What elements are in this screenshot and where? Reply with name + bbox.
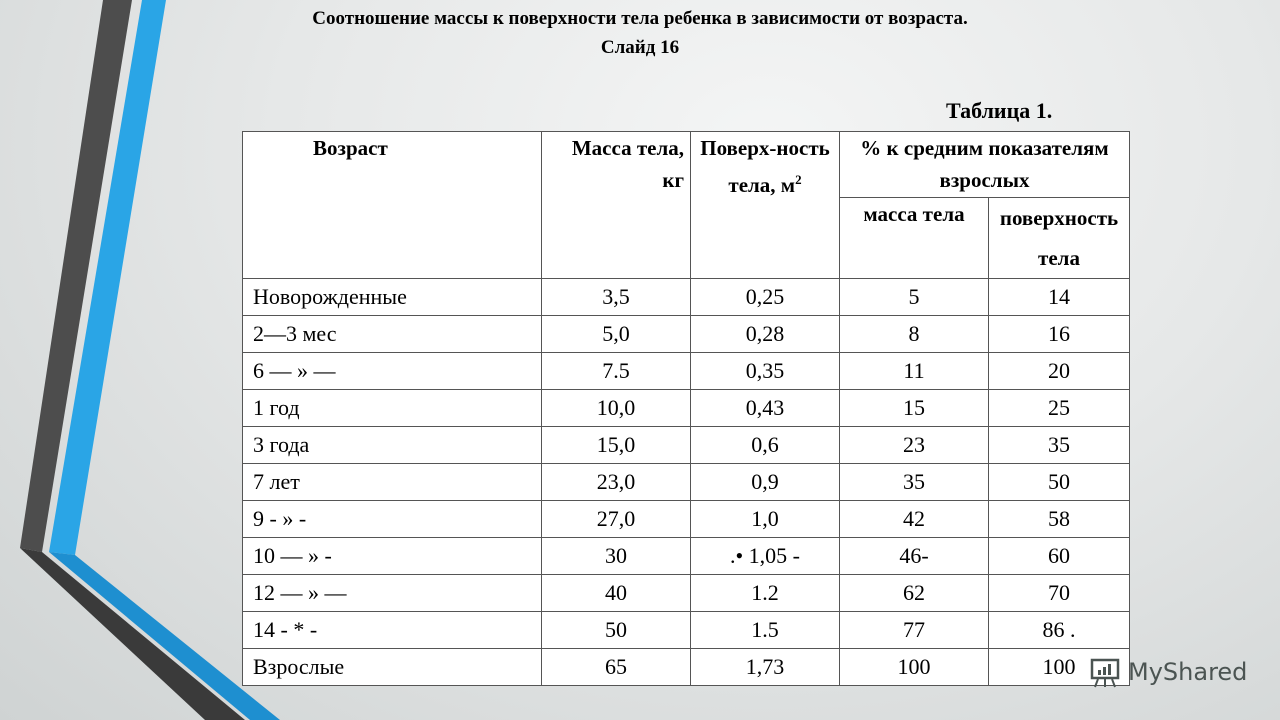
header-percent-group: % к средним показателям взрослых (840, 132, 1130, 198)
percent-mass-cell: 23 (840, 427, 989, 464)
table-row (243, 501, 1130, 538)
percent-mass-cell: 11 (840, 353, 989, 390)
title-line-1: Соотношение массы к поверхности тела ребенка в зависимости от возраста. (312, 8, 968, 29)
mass-cell: 30 (542, 538, 691, 575)
percent-surface-cell: 50 (989, 464, 1130, 501)
mass-cell: 40 (542, 575, 691, 612)
slide-title (200, 4, 1080, 62)
mass-cell: 3,5 (542, 279, 691, 316)
table-row (243, 279, 1130, 316)
table-caption: Таблица 1. (946, 98, 1053, 123)
watermark (1088, 655, 1247, 689)
age-cell: 3 года (243, 427, 542, 464)
percent-surface-cell: 14 (989, 279, 1130, 316)
age-cell: Новорожденные (243, 279, 542, 316)
table-row (243, 538, 1130, 575)
surface-cell: 0,43 (691, 390, 840, 427)
percent-surface-cell: 25 (989, 390, 1130, 427)
percent-mass-cell: 5 (840, 279, 989, 316)
mass-cell: 23,0 (542, 464, 691, 501)
age-mass-surface-table (242, 131, 1130, 686)
surface-cell: 0,28 (691, 316, 840, 353)
table-row (243, 316, 1130, 353)
age-cell: 14 - * - (243, 612, 542, 649)
percent-surface-cell: 60 (989, 538, 1130, 575)
percent-surface-cell: 100 (989, 649, 1130, 686)
age-cell: 7 лет (243, 464, 542, 501)
age-cell: 2—3 мес (243, 316, 542, 353)
mass-cell: 10,0 (542, 390, 691, 427)
percent-mass-cell: 8 (840, 316, 989, 353)
table-row (243, 464, 1130, 501)
surface-cell: 0,9 (691, 464, 840, 501)
age-cell: Взрослые (243, 649, 542, 686)
surface-cell: 0,25 (691, 279, 840, 316)
surface-cell: 1,73 (691, 649, 840, 686)
table-row (243, 575, 1130, 612)
percent-surface-cell: 16 (989, 316, 1130, 353)
table-row (243, 353, 1130, 390)
header-percent-surface: поверхность тела (989, 198, 1130, 279)
mass-cell: 7.5 (542, 353, 691, 390)
percent-mass-cell: 42 (840, 501, 989, 538)
percent-mass-cell: 15 (840, 390, 989, 427)
header-age: Возраст (243, 132, 542, 279)
surface-cell: .• 1,05 - (691, 538, 840, 575)
watermark-label: MyShared (1128, 658, 1248, 686)
mass-cell: 65 (542, 649, 691, 686)
surface-cell: 1,0 (691, 501, 840, 538)
percent-surface-cell: 70 (989, 575, 1130, 612)
age-cell: 10 — » - (243, 538, 542, 575)
table-row (243, 649, 1130, 686)
header-mass: Масса тела, кг (542, 132, 691, 279)
age-cell: 9 - » - (243, 501, 542, 538)
header-percent-mass: масса тела (840, 198, 989, 279)
header-surface: Поверх-ность тела, $м^2$ (691, 132, 840, 279)
presentation-board-icon (1088, 655, 1122, 689)
table-row (243, 427, 1130, 464)
percent-mass-cell: 62 (840, 575, 989, 612)
surface-cell: 0,6 (691, 427, 840, 464)
percent-mass-cell: 100 (840, 649, 989, 686)
surface-cell: 1.5 (691, 612, 840, 649)
mass-cell: 50 (542, 612, 691, 649)
age-cell: 1 год (243, 390, 542, 427)
mass-cell: 27,0 (542, 501, 691, 538)
table-row (243, 612, 1130, 649)
surface-cell: 1.2 (691, 575, 840, 612)
title-line-2: Слайд 16 (600, 37, 680, 58)
surface-cell: 0,35 (691, 353, 840, 390)
percent-surface-cell: 35 (989, 427, 1130, 464)
percent-mass-cell: 46- (840, 538, 989, 575)
percent-mass-cell: 35 (840, 464, 989, 501)
mass-cell: 5,0 (542, 316, 691, 353)
table-row (243, 390, 1130, 427)
percent-surface-cell: 20 (989, 353, 1130, 390)
age-cell: 12 — » — (243, 575, 542, 612)
percent-mass-cell: 77 (840, 612, 989, 649)
percent-surface-cell: 58 (989, 501, 1130, 538)
percent-surface-cell: 86 . (989, 612, 1130, 649)
mass-cell: 15,0 (542, 427, 691, 464)
age-cell: 6 — » — (243, 353, 542, 390)
